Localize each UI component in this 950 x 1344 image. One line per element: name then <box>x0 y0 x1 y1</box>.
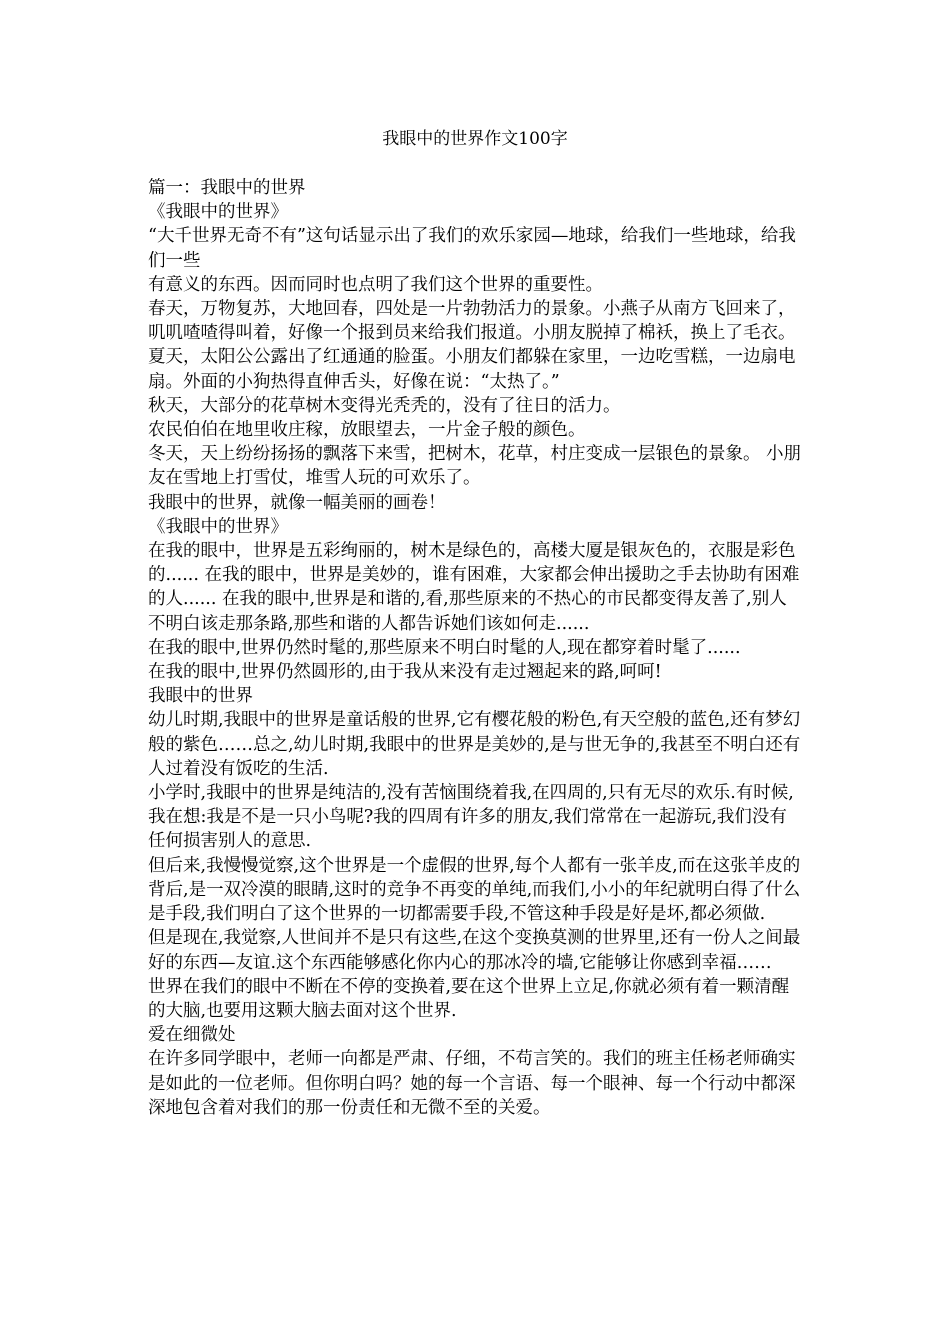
section-heading: 篇一：我眼中的世界 <box>148 178 306 198</box>
paragraph: 幼儿时期,我眼中的世界是童话般的世界,它有樱花般的粉色,有天空般的蓝色,还有梦幻般的紫色……总之,幼儿时期,我眼中的世界是美妙的,是与世无争的,我甚至不明白还有人过着没有饭吃的生活. <box>148 710 801 779</box>
paragraph: 但是现在,我觉察,人世间并不是只有这些,在这个变换莫测的世界里,还有一份人之间最好的东西—友谊.这个东西能够感化你内心的那冰冷的墙,它能够让你感到幸福…… <box>148 928 801 973</box>
paragraph: 冬天，天上纷纷扬扬的飘落下来雪，把树木，花草，村庄变成一层银色的景象。 小朋友在雪地上打雪仗，堆雪人玩的可欢乐了。 <box>148 444 802 489</box>
paragraph: 小学时,我眼中的世界是纯洁的,没有苦恼围绕着我,在四周的,只有无尽的欢乐.有时候,我在想:我是不是一只小鸟呢?我的四周有许多的朋友,我们常常在一起游玩,我们没有任何损害别人的意思. <box>148 783 794 852</box>
paragraph: 我眼中的世界，就像一幅美丽的画卷！ <box>148 492 446 513</box>
paragraph: 有意义的东西。因而同时也点明了我们这个世界的重要性。 <box>148 274 603 295</box>
paragraph: 夏天，太阳公公露出了红通通的脸蛋。小朋友们都躲在家里，一边吃雪糕，一边扇电扇。外面的小狗热得直伸舌头，好像在说：“太热了。” <box>148 347 796 392</box>
paragraph: 农民伯伯在地里收庄稼，放眼望去，一片金子般的颜色。 <box>148 420 586 441</box>
paragraph: 在我的眼中，世界是五彩绚丽的，树木是绿色的，高楼大厦是银灰色的，衣服是彩色的...... 在我的眼中，世界是美妙的，谁有困难，大家都会伸出援助之手去协助有困难的人...... 在我的眼中,世界是和谐的,看,那些原来的不热心的市民都变得友善了,别人不明白该走那条路,那些和谐的人都告诉她们该如何走...... <box>148 541 800 634</box>
essay-title: 我眼中的世界 <box>148 686 253 707</box>
essay-title: 爱在细微处 <box>148 1025 236 1046</box>
paragraph: “大千世界无奇不有”这句话显示出了我们的欢乐家园—地球，给我们一些地球，给我们一些 <box>148 226 796 271</box>
paragraph: 在我的眼中,世界仍然时髦的,那些原来不明白时髦的人,现在都穿着时髦了...... <box>148 637 741 658</box>
paragraph: 春天，万物复苏，大地回春，四处是一片勃勃活力的景象。小燕子从南方飞回来了，叽叽喳喳得叫着，好像一个报到员来给我们报道。小朋友脱掉了棉袄，换上了毛衣。 <box>148 299 796 344</box>
paragraph: 在许多同学眼中，老师一向都是严肃、仔细，不苟言笑的。我们的班主任杨老师确实是如此的一位老师。但你明白吗？她的每一个言语、每一个眼神、每一个行动中都深深地包含着对我们的那一份责任和无微不至的关爱。 <box>148 1049 796 1118</box>
document-title: 我眼中的世界作文100字 <box>382 129 568 149</box>
paragraph: 但后来,我慢慢觉察,这个世界是一个虚假的世界,每个人都有一张羊皮,而在这张羊皮的背后,是一双冷漠的眼睛,这时的竞争不再变的单纯,而我们,小小的年纪就明白得了什么是手段,我们明白了这个世界的一切都需要手段,不管这种手段是好是坏,都必须做. <box>148 855 801 925</box>
essay-title: 《我眼中的世界》 <box>148 202 288 223</box>
document-body <box>148 176 803 1120</box>
paragraph: 在我的眼中,世界仍然圆形的,由于我从来没有走过翘起来的路,呵呵! <box>148 662 662 683</box>
paragraph: 世界在我们的眼中不断在不停的变换着,要在这个世界上立足,你就必须有着一颗清醒的大脑,也要用这颗大脑去面对这个世界. <box>148 976 790 1021</box>
paragraph: 秋天，大部分的花草树木变得光秃秃的，没有了往日的活力。 <box>148 395 621 416</box>
essay-title: 《我眼中的世界》 <box>148 516 288 537</box>
